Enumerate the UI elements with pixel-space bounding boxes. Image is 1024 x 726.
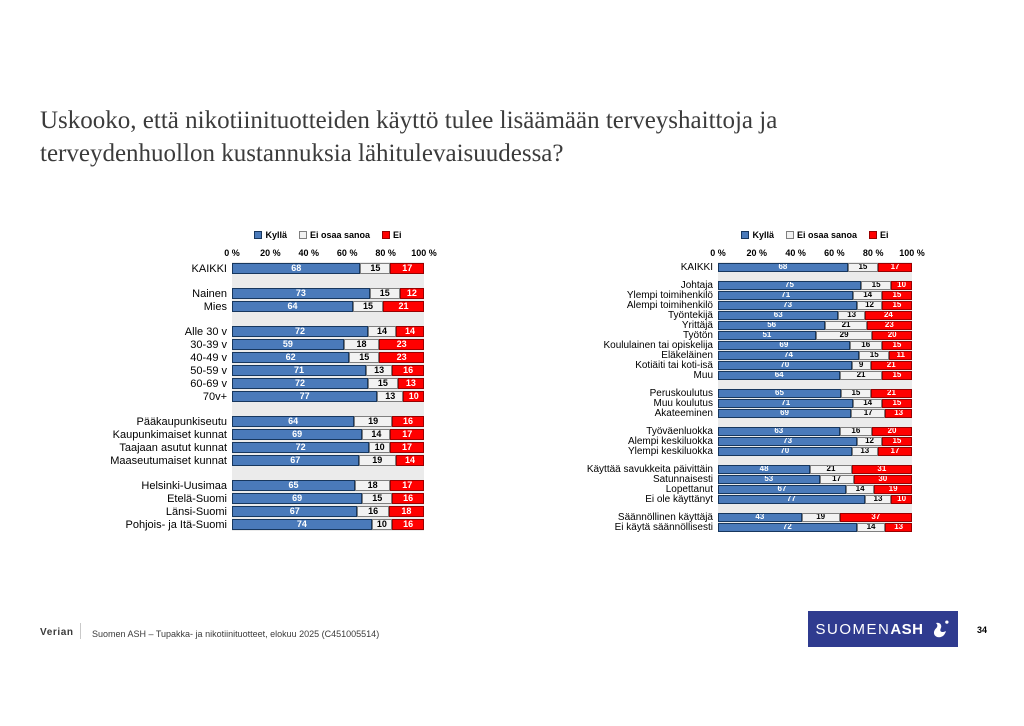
bar-track <box>718 341 912 350</box>
bar-segment: 13 <box>838 311 864 320</box>
bar-segment: 15 <box>362 493 392 504</box>
bar-segment: 68 <box>232 263 360 274</box>
category-label: Työtön <box>682 329 713 341</box>
category-label: Satunnaisesti <box>652 473 713 485</box>
bar-segment: 14 <box>396 326 424 337</box>
bar-segment: 13 <box>852 447 878 456</box>
bar-segment: 70 <box>718 361 852 370</box>
bar-track <box>718 495 912 504</box>
category-label: Kotiäiti tai koti-isä <box>635 359 713 371</box>
bar-track <box>718 465 912 474</box>
bar-segment: 51 <box>718 331 816 340</box>
category-label: Ei ole käyttänyt <box>645 493 713 505</box>
bar-row <box>58 364 424 377</box>
bar-segment: 37 <box>840 513 912 522</box>
bar-row <box>558 426 912 436</box>
bar-row <box>58 390 424 403</box>
bar-row <box>58 300 424 313</box>
bar-row <box>558 522 912 532</box>
bar-segment: 48 <box>718 465 810 474</box>
bar-segment: 74 <box>232 519 372 530</box>
bar-segment: 30 <box>854 475 912 484</box>
bar-row <box>558 280 912 290</box>
chart-legend <box>718 228 912 242</box>
bar-track <box>232 391 424 402</box>
bar-track <box>718 321 912 330</box>
bar-group <box>558 426 912 456</box>
bar-row <box>58 441 424 454</box>
bar-track <box>232 352 424 363</box>
bar-segment: 14 <box>846 485 874 494</box>
bar-segment: 10 <box>891 495 912 504</box>
bar-segment: 15 <box>882 399 912 408</box>
bar-segment: 71 <box>718 399 853 408</box>
bar-segment: 17 <box>820 475 854 484</box>
category-label: Työntekijä <box>667 309 713 321</box>
bar-segment: 15 <box>861 281 891 290</box>
x-axis <box>224 242 437 262</box>
axis-tick-label: 60 % <box>824 248 845 258</box>
bar-segment: 10 <box>891 281 912 290</box>
bar-row <box>558 446 912 456</box>
bar-row <box>58 518 424 531</box>
legend-label: Ei osaa sanoa <box>796 230 858 240</box>
bar-segment: 19 <box>354 416 392 427</box>
category-label: Akateeminen <box>654 407 713 419</box>
bar-segment: 16 <box>392 365 424 376</box>
bar-segment: 63 <box>718 427 840 436</box>
bar-segment: 15 <box>349 352 379 363</box>
bar-segment: 62 <box>232 352 349 363</box>
bar-track <box>718 399 912 408</box>
bar-track <box>232 519 424 530</box>
legend-item <box>254 230 287 240</box>
legend-item <box>741 230 774 240</box>
bar-track <box>718 281 912 290</box>
axis-tick-label: 0 % <box>710 248 726 258</box>
bar-segment: 64 <box>718 371 840 380</box>
bar-segment: 59 <box>232 339 344 350</box>
bar-segment: 67 <box>232 506 357 517</box>
axis-tick-label: 60 % <box>336 248 358 258</box>
bar-row <box>58 351 424 364</box>
bar-group <box>558 464 912 504</box>
bar-track <box>718 371 912 380</box>
category-label: Peruskoulutus <box>649 387 713 399</box>
bar-segment: 73 <box>232 288 370 299</box>
axis-tick-label: 80 % <box>375 248 396 258</box>
bar-segment: 69 <box>718 409 851 418</box>
bar-segment: 68 <box>718 263 848 272</box>
bar-segment: 13 <box>885 409 912 418</box>
bar-segment: 53 <box>718 475 820 484</box>
bar-track <box>718 437 912 446</box>
bar-track <box>232 506 424 517</box>
bar-row <box>558 484 912 494</box>
category-label: Koululainen tai opiskelija <box>603 339 713 351</box>
bar-track <box>232 263 424 274</box>
bar-segment: 17 <box>878 263 912 272</box>
bar-row <box>558 310 912 320</box>
bar-segment: 12 <box>400 288 424 299</box>
chart-occupation-education <box>558 228 925 533</box>
category-label: Yrittäjä <box>681 319 713 331</box>
bar-row <box>58 287 424 300</box>
bar-segment: 17 <box>390 429 424 440</box>
bar-track <box>232 429 424 440</box>
bar-track <box>232 480 424 491</box>
bar-segment: 65 <box>232 480 355 491</box>
axis-tick-label: 20 % <box>746 248 768 258</box>
bar-segment: 69 <box>232 493 362 504</box>
bar-track <box>232 326 424 337</box>
bar-track <box>718 291 912 300</box>
bar-segment: 77 <box>718 495 865 504</box>
category-label: 30-39 v <box>190 338 227 351</box>
category-label: Etelä-Suomi <box>167 492 227 505</box>
bar-row <box>558 262 912 272</box>
bar-segment: 17 <box>851 409 885 418</box>
bar-segment: 75 <box>718 281 861 290</box>
category-label: Alempi toimihenkilö <box>626 299 713 311</box>
bar-segment: 20 <box>872 427 912 436</box>
chart-legend <box>232 228 424 242</box>
bar-segment: 15 <box>368 378 398 389</box>
bar-track <box>718 485 912 494</box>
bar-segment: 73 <box>718 437 857 446</box>
axis-tick-label: 80 % <box>862 248 884 258</box>
axis-tick-label: 40 % <box>785 248 806 258</box>
category-label: Säännöllinen käyttäjä <box>617 511 713 523</box>
bar-segment: 13 <box>366 365 392 376</box>
category-label: Länsi-Suomi <box>165 505 227 518</box>
legend-label: Kyllä <box>752 230 774 240</box>
bar-track <box>718 301 912 310</box>
bar-segment: 10 <box>369 442 390 453</box>
category-label: Alempi keskiluokka <box>627 435 713 447</box>
category-label: 50-59 v <box>190 364 227 377</box>
bar-segment: 21 <box>383 301 424 312</box>
page-title: Uskooko, että nikotiinituotteiden käyttö tulee lisäämään terveyshaittoja ja terveydenhuollon kustannuksia lähitulevaisuudessa? <box>40 107 778 167</box>
bar-segment: 16 <box>850 341 882 350</box>
bar-segment: 56 <box>718 321 825 330</box>
category-label: Nainen <box>192 287 227 300</box>
bar-segment: 17 <box>390 263 424 274</box>
bar-track <box>232 365 424 376</box>
bar-row <box>558 370 912 380</box>
bar-segment: 15 <box>882 371 912 380</box>
bar-track <box>718 475 912 484</box>
bar-segment: 21 <box>871 361 912 370</box>
bar-track <box>718 427 912 436</box>
bar-row <box>558 320 912 330</box>
category-label: Johtaja <box>680 279 713 291</box>
bar-segment: 18 <box>355 480 390 491</box>
legend-item <box>786 230 857 240</box>
legend-label: Ei <box>880 230 889 240</box>
bar-group <box>558 280 912 380</box>
axis-tick-label: 0 % <box>224 248 240 258</box>
bar-segment: 15 <box>882 301 912 310</box>
bar-row <box>58 377 424 390</box>
bar-segment: 13 <box>865 495 891 504</box>
bar-segment: 64 <box>232 301 353 312</box>
bar-segment: 13 <box>377 391 403 402</box>
bar-segment: 15 <box>882 341 912 350</box>
logo-text: SUOMENASH <box>815 620 924 638</box>
category-label: Kaupunkimaiset kunnat <box>112 428 227 441</box>
bar-segment: 69 <box>718 341 850 350</box>
footer-divider <box>80 623 81 639</box>
bar-row <box>58 428 424 441</box>
bar-segment: 65 <box>718 389 841 398</box>
x-axis <box>710 242 925 262</box>
category-label: Muu <box>693 369 713 381</box>
bar-segment: 63 <box>718 311 838 320</box>
category-label: Taajaan asutut kunnat <box>119 441 227 454</box>
bar-row <box>58 454 424 467</box>
bar-row <box>58 338 424 351</box>
bar-segment: 18 <box>389 506 424 517</box>
category-label: Muu koulutus <box>653 397 713 409</box>
bar-track <box>718 523 912 532</box>
category-label: Käyttää savukkeita päivittäin <box>586 463 713 475</box>
category-label: Ei käytä säännöllisesti <box>614 521 713 533</box>
category-label: Eläkeläinen <box>661 349 713 361</box>
bar-segment: 16 <box>392 416 424 427</box>
category-label: Ylempi keskiluokka <box>627 445 713 457</box>
bar-segment: 69 <box>232 429 362 440</box>
bar-segment: 15 <box>370 288 400 299</box>
bar-segment: 31 <box>852 465 912 474</box>
category-label: Lopettanut <box>665 483 713 495</box>
bar-group <box>58 479 424 531</box>
bar-segment: 43 <box>718 513 802 522</box>
legend-label: Ei <box>393 230 402 240</box>
bar-row <box>58 505 424 518</box>
category-label: Pääkaupunkiseutu <box>136 415 227 428</box>
bar-group <box>58 262 424 275</box>
category-label: Työväenluokka <box>646 425 713 437</box>
bar-row <box>558 330 912 340</box>
bar-group <box>558 388 912 418</box>
bar-segment: 14 <box>857 523 886 532</box>
bar-segment: 9 <box>852 361 871 370</box>
bar-segment: 13 <box>398 378 424 389</box>
bar-segment: 23 <box>379 352 424 363</box>
bar-segment: 71 <box>718 291 853 300</box>
category-label: KAIKKI <box>680 261 713 273</box>
legend-label: Kyllä <box>265 230 287 240</box>
bar-track <box>718 361 912 370</box>
bar-row <box>58 492 424 505</box>
category-label: Alle 30 v <box>184 325 227 338</box>
category-label: Ylempi toimihenkilö <box>626 289 713 301</box>
legend-item <box>299 230 370 240</box>
bar-group <box>558 262 912 272</box>
bar-segment: 17 <box>878 447 912 456</box>
bar-segment: 71 <box>232 365 366 376</box>
bar-segment: 15 <box>841 389 871 398</box>
bar-segment: 16 <box>357 506 388 517</box>
axis-tick-label: 40 % <box>298 248 320 258</box>
legend-swatch-icon <box>869 231 877 239</box>
bar-track <box>232 288 424 299</box>
bar-group <box>558 512 912 532</box>
legend-item <box>869 230 889 240</box>
page-number: 34 <box>977 625 988 635</box>
legend-item <box>382 230 402 240</box>
bar-segment: 12 <box>857 301 882 310</box>
axis-tick-label: 100 % <box>899 248 925 258</box>
bar-segment: 10 <box>403 391 424 402</box>
bar-row <box>558 398 912 408</box>
bar-group <box>58 325 424 403</box>
category-label: Maaseutumaiset kunnat <box>110 454 227 467</box>
bar-track <box>718 447 912 456</box>
plot-area <box>558 262 912 532</box>
bar-segment: 15 <box>353 301 383 312</box>
plot-area <box>58 262 424 531</box>
bar-segment: 19 <box>802 513 840 522</box>
bar-segment: 15 <box>848 263 878 272</box>
bar-track <box>718 311 912 320</box>
bar-segment: 16 <box>392 519 424 530</box>
footer-brand: Verian <box>40 627 74 638</box>
bar-track <box>718 331 912 340</box>
bar-segment: 19 <box>874 485 912 494</box>
suomen-ash-logo <box>808 611 958 647</box>
bar-segment: 15 <box>882 437 912 446</box>
axis-tick-label: 20 % <box>260 248 281 258</box>
bar-segment: 77 <box>232 391 377 402</box>
bar-track <box>232 455 424 466</box>
category-label: 70v+ <box>202 390 227 403</box>
category-label: Pohjois- ja Itä-Suomi <box>125 518 227 531</box>
bar-segment: 23 <box>379 339 424 350</box>
bar-segment: 29 <box>816 331 873 340</box>
category-label: 60-69 v <box>190 377 227 390</box>
legend-swatch-icon <box>299 231 307 239</box>
bar-segment: 72 <box>232 378 368 389</box>
bar-track <box>232 442 424 453</box>
bar-segment: 23 <box>867 321 912 330</box>
bar-track <box>232 493 424 504</box>
bar-segment: 15 <box>360 263 390 274</box>
bar-row <box>558 464 912 474</box>
bar-track <box>718 389 912 398</box>
bar-segment: 21 <box>810 465 851 474</box>
bar-segment: 18 <box>344 339 379 350</box>
bar-segment: 16 <box>840 427 872 436</box>
bar-segment: 14 <box>853 399 881 408</box>
bar-row <box>558 408 912 418</box>
bar-segment: 72 <box>232 326 368 337</box>
legend-label: Ei osaa sanoa <box>309 230 371 240</box>
bar-segment: 21 <box>871 389 912 398</box>
bar-segment: 67 <box>232 455 359 466</box>
bar-segment: 70 <box>718 447 852 456</box>
bar-segment: 24 <box>865 311 912 320</box>
bar-row <box>558 388 912 398</box>
bar-row <box>58 415 424 428</box>
legend-swatch-icon <box>741 231 749 239</box>
bar-segment: 10 <box>372 519 393 530</box>
bar-track <box>232 416 424 427</box>
bar-segment: 74 <box>718 351 859 360</box>
bar-track <box>232 339 424 350</box>
bar-segment: 72 <box>232 442 369 453</box>
bar-segment: 14 <box>362 429 390 440</box>
bar-row <box>558 436 912 446</box>
bar-track <box>232 301 424 312</box>
bar-row <box>58 479 424 492</box>
bar-row <box>58 325 424 338</box>
bar-segment: 16 <box>392 493 424 504</box>
bar-segment: 19 <box>359 455 396 466</box>
bar-row <box>558 300 912 310</box>
bar-group <box>58 415 424 467</box>
bar-segment: 21 <box>840 371 881 380</box>
bar-segment: 14 <box>368 326 396 337</box>
axis-tick-label: 100 % <box>411 248 437 258</box>
bar-row <box>558 360 912 370</box>
bar-row <box>558 512 912 522</box>
bar-track <box>718 409 912 418</box>
category-label: KAIKKI <box>191 262 227 275</box>
bar-segment: 73 <box>718 301 857 310</box>
legend-swatch-icon <box>254 231 262 239</box>
bar-row <box>58 262 424 275</box>
bar-track <box>718 513 912 522</box>
bar-segment: 11 <box>889 351 912 360</box>
category-label: Helsinki-Uusimaa <box>141 479 227 492</box>
bar-segment: 14 <box>396 455 424 466</box>
bar-segment: 13 <box>885 523 912 532</box>
swan-icon <box>929 618 951 640</box>
chart-demographics <box>58 228 437 531</box>
bar-track <box>232 378 424 389</box>
legend-swatch-icon <box>382 231 390 239</box>
bar-segment: 14 <box>853 291 881 300</box>
bar-segment: 17 <box>390 480 424 491</box>
legend-swatch-icon <box>786 231 794 239</box>
bar-track <box>718 263 912 272</box>
footer-source-text: Suomen ASH – Tupakka- ja nikotiinituotteet, elokuu 2025 (C451005514) <box>92 629 380 639</box>
bar-group <box>58 287 424 313</box>
bar-row <box>558 474 912 484</box>
bar-row <box>558 494 912 504</box>
bar-track <box>718 351 912 360</box>
bar-segment: 72 <box>718 523 857 532</box>
bar-segment: 20 <box>872 331 912 340</box>
bar-segment: 17 <box>390 442 424 453</box>
bar-segment: 21 <box>825 321 866 330</box>
bar-segment: 15 <box>882 291 912 300</box>
bar-segment: 64 <box>232 416 354 427</box>
bar-row <box>558 290 912 300</box>
bar-row <box>558 340 912 350</box>
category-label: Mies <box>203 300 227 313</box>
bar-segment: 15 <box>859 351 889 360</box>
category-label: 40-49 v <box>190 351 227 364</box>
bar-segment: 12 <box>857 437 882 446</box>
bar-row <box>558 350 912 360</box>
bar-segment: 67 <box>718 485 846 494</box>
